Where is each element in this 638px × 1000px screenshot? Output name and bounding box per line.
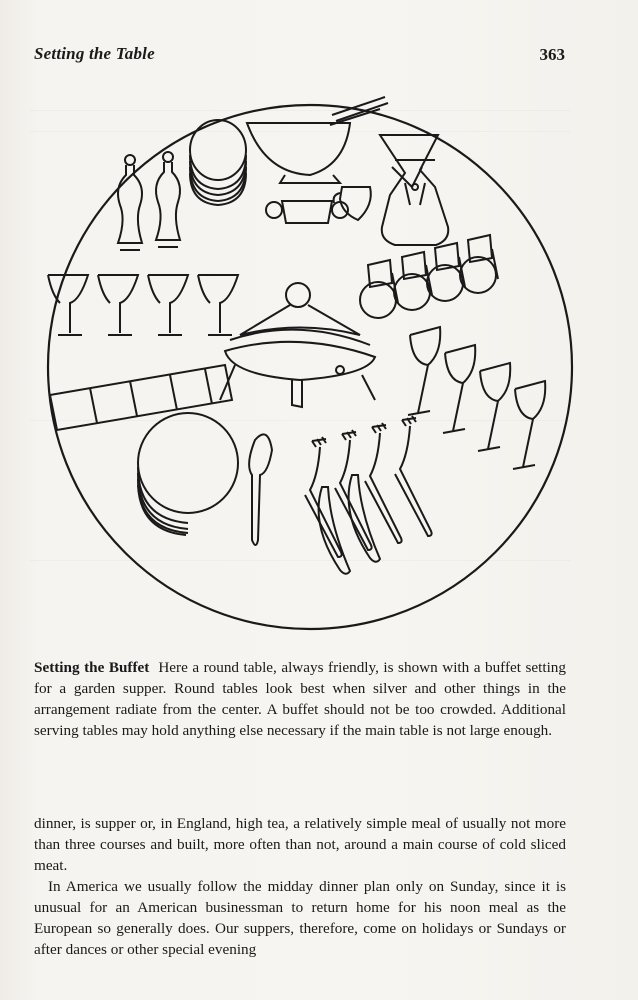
illustration-caption bbox=[34, 657, 566, 741]
coffee-pot-icon bbox=[380, 135, 448, 245]
page-number: 363 bbox=[539, 45, 565, 64]
wine-glass-icon bbox=[408, 327, 545, 469]
caption-lead: Setting the Buffet bbox=[34, 659, 150, 676]
serving-spoon-icon bbox=[249, 434, 272, 545]
cup-saucer-icon bbox=[360, 235, 498, 318]
champagne-glass-icon bbox=[48, 275, 238, 335]
caption-text: Here a round table, always friendly, is shown with a buffet setting for a garden supper. Round tables look best when silver and other things in the arrangement radiate from the center. A buffet should not be too crowded. Additional serving tables may hold anything else necessary if the main table is not large enough. bbox=[34, 659, 566, 739]
plate-stack-icon bbox=[138, 413, 238, 535]
buffet-table-illustration bbox=[40, 95, 580, 640]
creamer-icon bbox=[334, 187, 371, 220]
body-text bbox=[34, 813, 566, 960]
serving-bowl-icon bbox=[247, 123, 350, 183]
paragraph: In America we usually follow the midday dinner plan only on Sunday, since it is unusual for an American businessman to return home for his noon meal as the European so generally does. Our suppers, therefore, come on holidays or Sundays or after dances or other special evening bbox=[34, 878, 566, 958]
chafing-dish-icon bbox=[220, 283, 375, 407]
plate-stack-icon bbox=[190, 120, 246, 205]
sugar-bowl-icon bbox=[266, 201, 348, 223]
salad-servers-icon bbox=[330, 97, 388, 125]
cruet-icon bbox=[118, 152, 180, 250]
paragraph: dinner, is supper or, in England, high tea, a relatively simple meal of usually not more than three courses and built, more often than not, around a main course of cold sliced meat. bbox=[34, 815, 566, 874]
running-title: Setting the Table bbox=[34, 44, 155, 63]
tray-icon bbox=[50, 365, 232, 430]
